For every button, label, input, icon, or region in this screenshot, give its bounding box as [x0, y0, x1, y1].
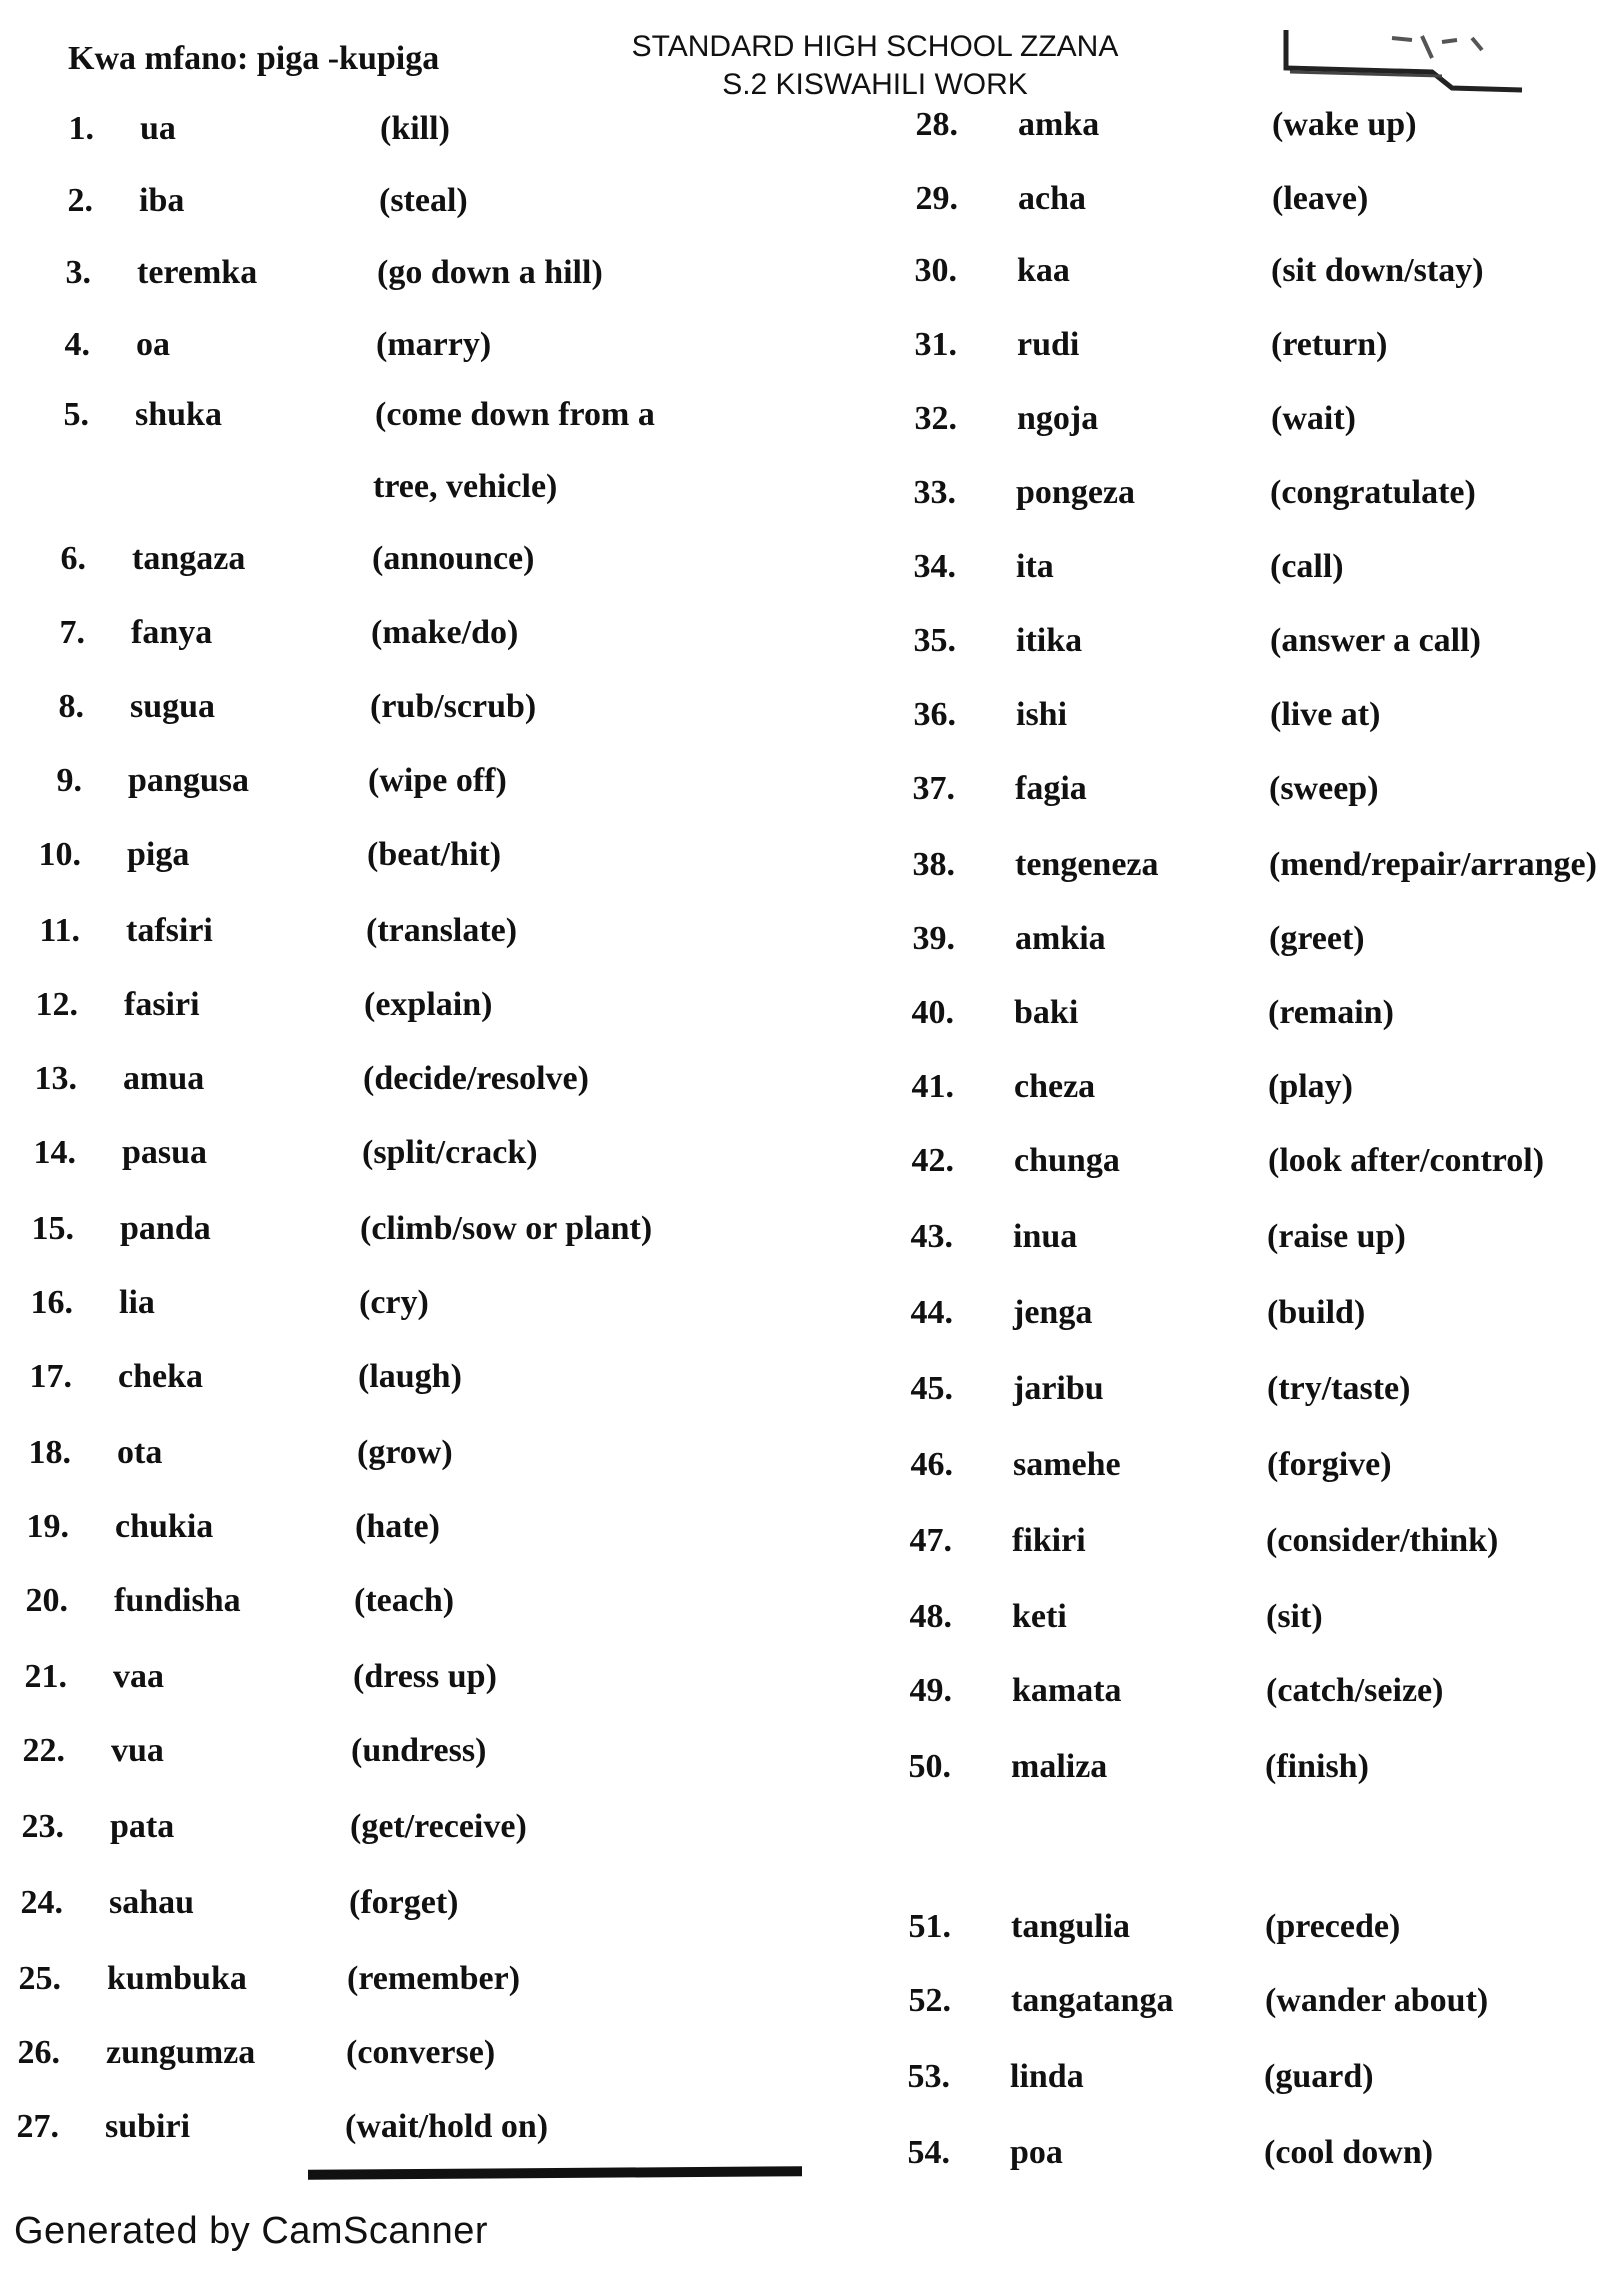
item-number: 2.	[67, 182, 93, 219]
english-meaning: (grow)	[357, 1434, 453, 1471]
english-meaning: (beat/hit)	[367, 836, 502, 873]
swahili-verb: pata	[110, 1808, 175, 1845]
swahili-verb: kaa	[1017, 252, 1070, 289]
swahili-verb: keti	[1012, 1598, 1067, 1635]
swahili-verb: cheza	[1014, 1068, 1096, 1105]
item-number: 14.	[33, 1134, 76, 1171]
swahili-verb: ishi	[1016, 696, 1068, 733]
item-number: 4.	[64, 326, 90, 363]
english-meaning: (undress)	[351, 1732, 487, 1769]
swahili-verb: cheka	[118, 1358, 203, 1395]
english-meaning: (build)	[1267, 1294, 1366, 1331]
swahili-verb: pasua	[122, 1134, 208, 1171]
swahili-verb: fundisha	[114, 1582, 241, 1619]
english-meaning: (try/taste)	[1267, 1370, 1411, 1407]
item-number: 33.	[913, 474, 956, 511]
swahili-verb: baki	[1014, 994, 1079, 1031]
swahili-verb: samehe	[1013, 1446, 1121, 1483]
english-meaning: (decide/resolve)	[363, 1060, 589, 1097]
item-number: 37.	[912, 770, 955, 807]
swahili-verb: jenga	[1013, 1294, 1093, 1331]
english-meaning: (return)	[1271, 326, 1388, 363]
english-meaning: (mend/repair/arrange)	[1269, 846, 1597, 883]
item-number: 42.	[911, 1142, 954, 1179]
item-number: 9.	[56, 762, 82, 799]
item-number: 31.	[914, 326, 957, 363]
english-meaning: (greet)	[1269, 920, 1365, 957]
item-number: 10.	[38, 836, 81, 873]
swahili-verb: lia	[119, 1284, 155, 1321]
class-subject: S.2 KISWAHILI WORK	[722, 68, 1028, 101]
item-number: 34.	[913, 548, 956, 585]
swahili-verb: amua	[123, 1060, 205, 1097]
swahili-verb: fanya	[131, 614, 213, 651]
item-number: 17.	[29, 1358, 72, 1395]
english-meaning: (remember)	[347, 1960, 521, 1997]
swahili-verb: kamata	[1012, 1672, 1122, 1709]
item-number: 16.	[30, 1284, 73, 1321]
english-meaning: (cry)	[359, 1284, 429, 1321]
item-number: 38.	[912, 846, 955, 883]
english-meaning: (announce)	[372, 540, 535, 577]
swahili-verb: tafsiri	[126, 912, 213, 949]
item-number: 54.	[907, 2134, 950, 2171]
english-meaning: (remain)	[1268, 994, 1394, 1031]
item-number: 36.	[913, 696, 956, 733]
swahili-verb: shuka	[135, 396, 222, 433]
swahili-verb: ngoja	[1017, 400, 1099, 437]
english-meaning: (answer a call)	[1270, 622, 1481, 659]
swahili-verb: kumbuka	[107, 1960, 247, 1997]
swahili-verb: amkia	[1015, 920, 1106, 957]
swahili-verb: sahau	[109, 1884, 195, 1921]
item-number: 25.	[18, 1960, 61, 1997]
swahili-verb: zungumza	[106, 2034, 256, 2071]
swahili-verb: ota	[117, 1434, 163, 1471]
item-number: 6.	[60, 540, 86, 577]
document-header	[560, 28, 1190, 104]
item-number: 52.	[908, 1982, 951, 2019]
item-number: 39.	[912, 920, 955, 957]
english-meaning: (congratulate)	[1270, 474, 1476, 511]
item-number: 40.	[911, 994, 954, 1031]
item-number: 21.	[24, 1658, 67, 1695]
english-meaning: (laugh)	[358, 1358, 462, 1395]
divider-rule	[308, 2166, 802, 2179]
english-meaning: (sit)	[1266, 1598, 1323, 1635]
english-meaning: (wait/hold on)	[345, 2108, 549, 2145]
swahili-verb: piga	[127, 836, 190, 873]
item-number: 35.	[913, 622, 956, 659]
item-number: 3.	[65, 254, 91, 291]
item-number: 49.	[909, 1672, 952, 1709]
item-number: 12.	[35, 986, 78, 1023]
english-meaning: (sweep)	[1269, 770, 1379, 807]
swahili-verb: vaa	[113, 1658, 164, 1695]
english-meaning: (rub/scrub)	[370, 688, 537, 725]
item-number: 29.	[915, 180, 958, 217]
swahili-verb: fagia	[1015, 770, 1087, 807]
swahili-verb: tangulia	[1011, 1908, 1131, 1945]
swahili-verb: fikiri	[1012, 1522, 1086, 1559]
swahili-verb: sugua	[130, 688, 216, 725]
swahili-verb: itika	[1016, 622, 1083, 659]
swahili-verb: chunga	[1014, 1142, 1120, 1179]
item-number: 28.	[915, 106, 958, 143]
english-meaning: (look after/control)	[1268, 1142, 1545, 1179]
swahili-verb: subiri	[105, 2108, 191, 2145]
item-number: 41.	[911, 1068, 954, 1105]
swahili-verb: ita	[1016, 548, 1054, 585]
item-number: 7.	[59, 614, 85, 651]
item-number: 50.	[908, 1748, 951, 1785]
english-meaning: (steal)	[379, 182, 468, 219]
english-meaning: (cool down)	[1264, 2134, 1434, 2171]
item-number: 8.	[58, 688, 84, 725]
stamp-mark-icon	[1282, 28, 1582, 98]
swahili-verb: jaribu	[1013, 1370, 1104, 1407]
english-meaning: (wait)	[1271, 400, 1356, 437]
swahili-verb: acha	[1018, 180, 1086, 217]
swahili-verb: panda	[120, 1210, 211, 1247]
item-number: 47.	[909, 1522, 952, 1559]
english-meaning: (wake up)	[1272, 106, 1417, 143]
item-number: 5.	[63, 396, 89, 433]
english-meaning: (explain)	[364, 986, 493, 1023]
item-number: 43.	[910, 1218, 953, 1255]
english-meaning: (raise up)	[1267, 1218, 1406, 1255]
english-meaning: (sit down/stay)	[1271, 252, 1484, 289]
item-number: 18.	[28, 1434, 71, 1471]
item-number: 23.	[21, 1808, 64, 1845]
english-meaning: tree, vehicle)	[373, 468, 558, 505]
swahili-verb: fasiri	[124, 986, 200, 1023]
swahili-verb: pangusa	[128, 762, 249, 799]
item-number: 26.	[17, 2034, 60, 2071]
english-meaning: (wander about)	[1265, 1982, 1489, 2019]
item-number: 30.	[914, 252, 957, 289]
english-meaning: (catch/seize)	[1266, 1672, 1444, 1709]
item-number: 44.	[910, 1294, 953, 1331]
english-meaning: (precede)	[1265, 1908, 1401, 1945]
swahili-verb: amka	[1018, 106, 1100, 143]
english-meaning: (go down a hill)	[377, 254, 603, 291]
swahili-verb: inua	[1013, 1218, 1078, 1255]
item-number: 1.	[68, 110, 94, 147]
swahili-verb: pongeza	[1016, 474, 1135, 511]
item-number: 24.	[20, 1884, 63, 1921]
item-number: 20.	[25, 1582, 68, 1619]
item-number: 27.	[16, 2108, 59, 2145]
english-meaning: (forget)	[349, 1884, 459, 1921]
swahili-verb: linda	[1010, 2058, 1084, 2095]
swahili-verb: maliza	[1011, 1748, 1108, 1785]
english-meaning: (dress up)	[353, 1658, 497, 1695]
english-meaning: (live at)	[1270, 696, 1381, 733]
english-meaning: (split/crack)	[362, 1134, 538, 1171]
item-number: 19.	[26, 1508, 69, 1545]
swahili-verb: poa	[1010, 2134, 1063, 2171]
swahili-verb: tangaza	[132, 540, 246, 577]
english-meaning: (call)	[1270, 548, 1344, 585]
school-name: STANDARD HIGH SCHOOL ZZANA	[631, 30, 1119, 63]
item-number: 48.	[909, 1598, 952, 1635]
item-number: 45.	[910, 1370, 953, 1407]
english-meaning: (forgive)	[1267, 1446, 1392, 1483]
english-meaning: (finish)	[1265, 1748, 1369, 1785]
english-meaning: (hate)	[355, 1508, 440, 1545]
english-meaning: (come down from a	[375, 396, 655, 433]
item-number: 51.	[908, 1908, 951, 1945]
swahili-verb: iba	[139, 182, 185, 219]
english-meaning: (translate)	[366, 912, 518, 949]
item-number: 46.	[910, 1446, 953, 1483]
english-meaning: (consider/think)	[1266, 1522, 1499, 1559]
swahili-verb: ua	[140, 110, 176, 147]
english-meaning: (play)	[1268, 1068, 1353, 1105]
footer-watermark: Generated by CamScanner	[14, 2210, 489, 2252]
item-number: 53.	[907, 2058, 950, 2095]
english-meaning: (climb/sow or plant)	[360, 1210, 653, 1247]
swahili-verb: tangatanga	[1011, 1982, 1174, 2019]
english-meaning: (wipe off)	[368, 762, 507, 799]
english-meaning: (leave)	[1272, 180, 1369, 217]
swahili-verb: chukia	[115, 1508, 214, 1545]
english-meaning: (teach)	[354, 1582, 455, 1619]
swahili-verb: rudi	[1017, 326, 1080, 363]
english-meaning: (get/receive)	[350, 1808, 527, 1845]
swahili-verb: tengeneza	[1015, 846, 1159, 883]
item-number: 32.	[914, 400, 957, 437]
english-meaning: (guard)	[1264, 2058, 1374, 2095]
swahili-verb: teremka	[137, 254, 258, 291]
english-meaning: (converse)	[346, 2034, 496, 2071]
swahili-verb: oa	[136, 326, 170, 363]
english-meaning: (kill)	[380, 110, 450, 147]
item-number: 13.	[34, 1060, 77, 1097]
english-meaning: (marry)	[376, 326, 492, 363]
item-number: 15.	[31, 1210, 74, 1247]
item-number: 22.	[22, 1732, 65, 1769]
item-number: 11.	[39, 912, 80, 949]
swahili-verb: vua	[111, 1732, 164, 1769]
example-line: Kwa mfano: piga -kupiga	[68, 40, 440, 77]
english-meaning: (make/do)	[371, 614, 519, 651]
